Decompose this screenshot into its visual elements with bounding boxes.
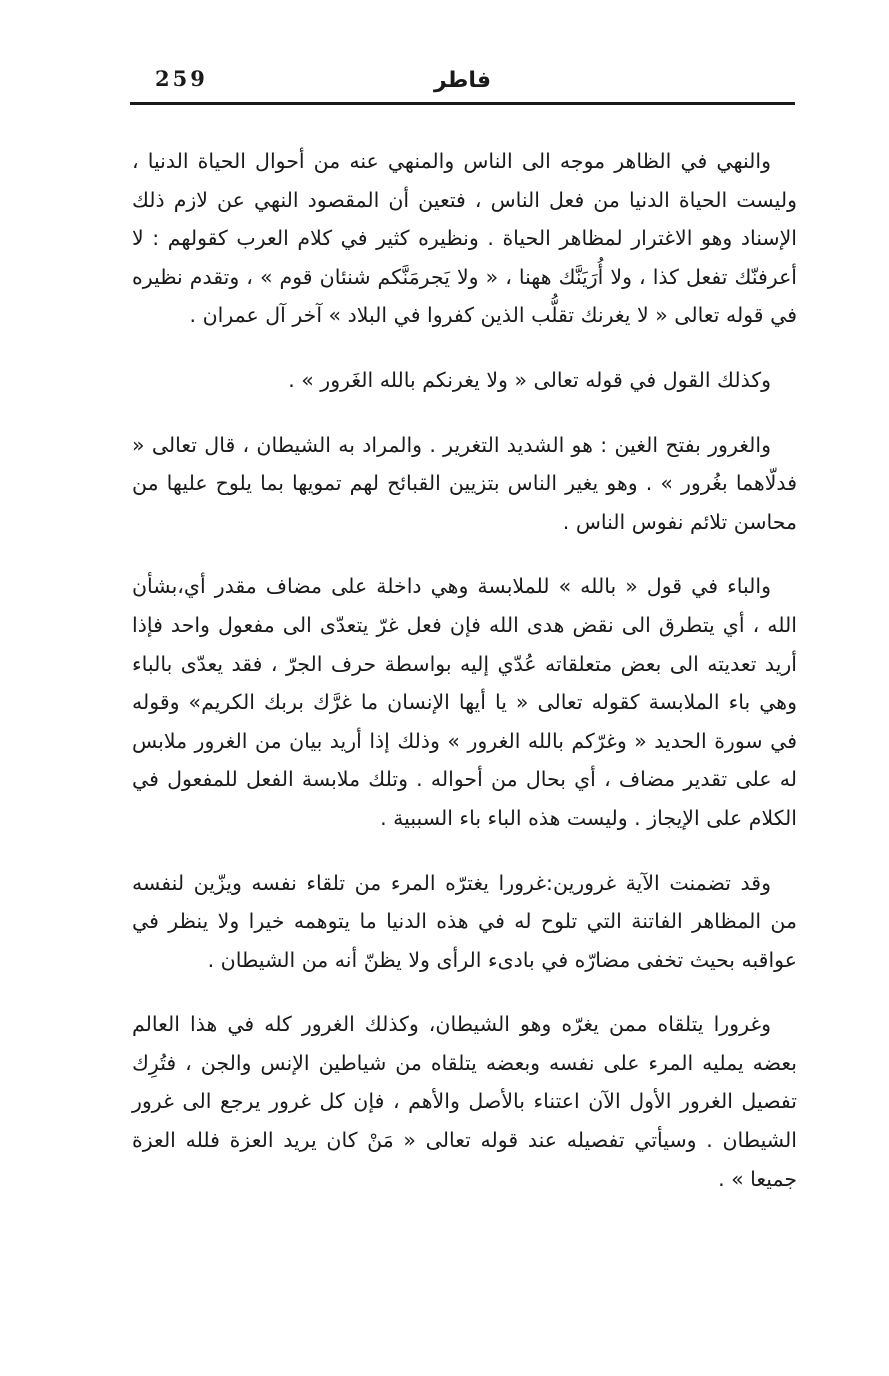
paragraph: وغرورا يتلقاه ممن يغرّه وهو الشيطان، وكذلك الغرور كله في هذا العالم بعضه يمليه المرء على نفسه وبعضه يتلقاه من شياطين الإنس والجن ، فتُرِك تفصيل الغرور الأول الآن اعتناء بالأصل والأهم ، فإن كل غرور يرجع الى غرور الشيطان . وسيأتي تفصيله عند قوله تعالى « مَنْ كان يريد العزة فلله العزة جميعا » . — [132, 1012, 797, 1191]
page-header — [130, 62, 795, 105]
paragraph: والباء في قول « بالله » للملابسة وهي داخلة على مضاف مقدر أي،بشأن الله ، أي يتطرق الى نقض هدى الله فإن فعل غرّ يتعدّى الى مفعول واحد فإذا أريد تعديته الى بعض متعلقاته عُدّي إليه بواسطة حرف الجرّ ، فقد يعدّى بالباء وهي باء الملابسة كقوله تعالى « يا أيها الإنسان ما غرَّك بربك الكريم» وقوله في سورة الحديد « وغرّكم بالله الغرور » وذلك إذا أريد بيان من الغرور ملابس له على تقدير مضاف ، أي بحال من أحواله . وتلك ملابسة الفعل للمفعول في الكلام على الإيجاز . وليست هذه الباء باء السببية . — [132, 574, 797, 830]
page-number: 259 — [155, 66, 208, 91]
paragraph: والغرور بفتح الغين : هو الشديد التغرير . والمراد به الشيطان ، قال تعالى « فدلّاهما بغُرور » . وهو يغير الناس بتزيين القبائح لهم تمويها بما يلوح عليها من محاسن تلائم نفوس الناس . — [132, 432, 797, 534]
body-text — [132, 142, 797, 1224]
surah-title: فاطر — [433, 68, 492, 93]
paragraph: والنهي في الظاهر موجه الى الناس والمنهي عنه من أحوال الحياة الدنيا ، وليست الحياة الدنيا من فعل الناس ، فتعين أن المقصود النهي عن لازم ذلك الإسناد وهو الاغترار لمظاهر الحياة . ونظيره كثير في كلام العرب كقولهم : لا أعرفنّك تفعل كذا ، ولا أُرَيَنَّك ههنا ، « ولا يَجرمَنَّكم شنئان قوم » ، وتقدم نظيره في قوله تعالى « لا يغرنك تقلُّب الذين كفروا في البلاد » آخر آل عمران . — [132, 149, 797, 328]
paragraph: وقد تضمنت الآية غرورين:غرورا يغترّه المرء من تلقاء نفسه ويزّين لنفسه من المظاهر الفاتنة التي تلوح له في هذه الدنيا ما يتوهمه خيرا ولا ينظر في عواقبه بحيث تخفى مضارّه في بادىء الرأى ولا يظنّ أنه من الشيطان . — [132, 870, 797, 972]
paragraph: وكذلك القول في قوله تعالى « ولا يغرنكم بالله الغَرور » . — [288, 367, 771, 392]
